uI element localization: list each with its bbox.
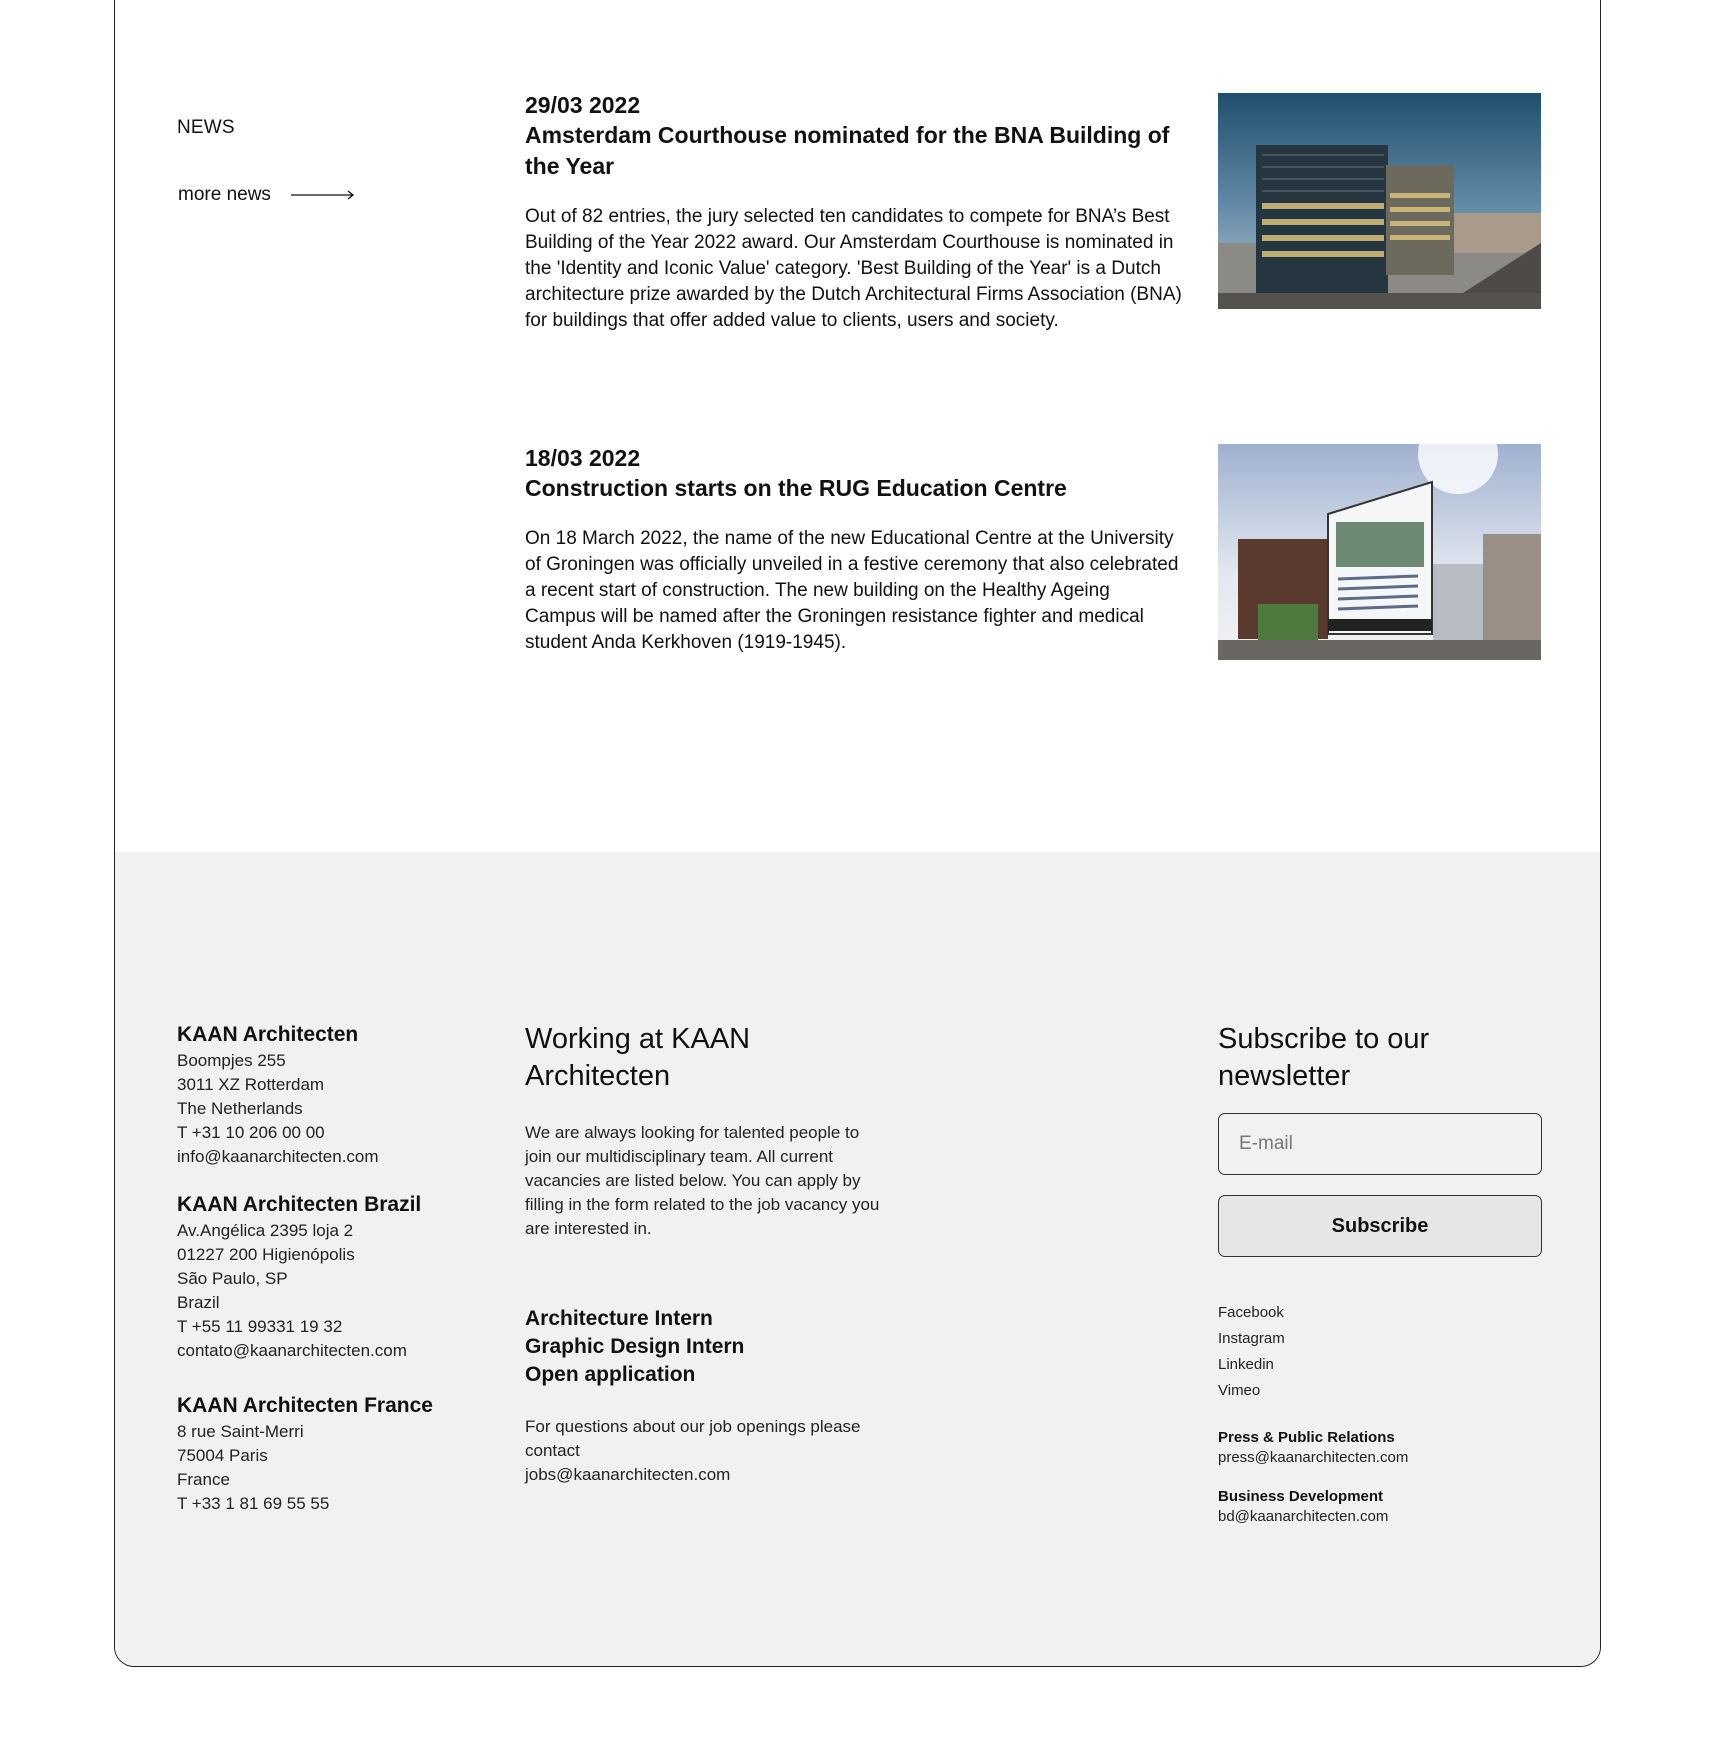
- office-email-link[interactable]: contato@kaanarchitecten.com: [177, 1341, 407, 1360]
- office-phone[interactable]: T +33 1 81 69 55 55: [177, 1494, 330, 1513]
- job-questions-text: For questions about our job openings please contact: [525, 1417, 861, 1460]
- newsletter-section: [1218, 1021, 1542, 1095]
- office-address-line: São Paulo, SP: [177, 1269, 288, 1288]
- social-links: [1218, 1300, 1285, 1404]
- office-name: KAAN Architecten France: [177, 1394, 433, 1417]
- contact-press: [1218, 1428, 1408, 1468]
- news-article[interactable]: [525, 90, 1185, 334]
- job-link-architecture-intern[interactable]: Architecture Intern: [525, 1307, 713, 1330]
- office-name: KAAN Architecten Brazil: [177, 1193, 422, 1216]
- subscribe-button[interactable]: Subscribe: [1218, 1195, 1542, 1257]
- office-brazil: [177, 1191, 421, 1363]
- section-title-news: NEWS: [177, 117, 235, 138]
- office-address-line: The Netherlands: [177, 1099, 303, 1118]
- office-email-link[interactable]: info@kaanarchitecten.com: [177, 1147, 379, 1166]
- newsletter-email-input[interactable]: [1218, 1113, 1542, 1175]
- office-address-line: Boompjes 255: [177, 1051, 286, 1070]
- careers-text: We are always looking for talented people to join our multidisciplinary team. All current vacancies are listed below. You can apply by filling in the form related to the job vacancy you are interested in.: [525, 1123, 880, 1238]
- construction-photo: [1218, 444, 1541, 660]
- office-phone[interactable]: T +55 11 99331 19 32: [177, 1317, 343, 1336]
- social-link-linkedin[interactable]: Linkedin: [1218, 1356, 1274, 1373]
- newsletter-title: Subscribe to our newsletter: [1218, 1023, 1430, 1092]
- news-article[interactable]: [525, 443, 1185, 656]
- contact-label: Press & Public Relations: [1218, 1429, 1395, 1446]
- article-date: 18/03 2022: [525, 445, 641, 471]
- office-address-line: Av.Angélica 2395 loja 2: [177, 1221, 354, 1240]
- office-address-line: 75004 Paris: [177, 1446, 268, 1465]
- page-frame: [114, 0, 1601, 1667]
- office-name: KAAN Architecten: [177, 1023, 359, 1046]
- office-rotterdam: [177, 1021, 379, 1169]
- office-address-line: France: [177, 1470, 230, 1489]
- office-france: [177, 1392, 433, 1516]
- social-link-facebook[interactable]: Facebook: [1218, 1304, 1284, 1321]
- article-body: Out of 82 entries, the jury selected ten candidates to compete for BNA’s Best Building of the Year 2022 award. Our Amsterdam Courthouse is nominated in the 'Identity and Iconic Value' category. 'Best Building of the Year' is a Dutch architecture prize awarded by the Dutch Architectural Firms Association (BNA) for buildings that offer added value to clients, users and society.: [525, 206, 1182, 331]
- careers-section: [525, 1021, 885, 1241]
- social-link-instagram[interactable]: Instagram: [1218, 1330, 1285, 1347]
- careers-title: Working at KAAN Architecten: [525, 1023, 751, 1092]
- article-title[interactable]: Construction starts on the RUG Education Centre: [525, 475, 1067, 501]
- job-list: [525, 1305, 744, 1389]
- jobs-email-link[interactable]: jobs@kaanarchitecten.com: [525, 1465, 731, 1484]
- contact-label: Business Development: [1218, 1488, 1384, 1505]
- job-questions: [525, 1415, 885, 1487]
- article-image-construction[interactable]: [1218, 444, 1541, 660]
- job-link-open-application[interactable]: Open application: [525, 1363, 696, 1386]
- courthouse-photo: [1218, 93, 1541, 309]
- contact-business: [1218, 1487, 1388, 1527]
- office-phone[interactable]: T +31 10 206 00 00: [177, 1123, 325, 1142]
- social-link-vimeo[interactable]: Vimeo: [1218, 1382, 1261, 1399]
- office-address-line: Brazil: [177, 1293, 220, 1312]
- job-link-graphic-design-intern[interactable]: Graphic Design Intern: [525, 1335, 745, 1358]
- contact-email-link[interactable]: bd@kaanarchitecten.com: [1218, 1508, 1389, 1525]
- article-title[interactable]: Amsterdam Courthouse nominated for the BNA Building of the Year: [525, 122, 1170, 179]
- article-date: 29/03 2022: [525, 92, 641, 118]
- contact-email-link[interactable]: press@kaanarchitecten.com: [1218, 1449, 1409, 1466]
- article-image-courthouse[interactable]: [1218, 93, 1541, 309]
- office-address-line: 01227 200 Higienópolis: [177, 1245, 355, 1264]
- article-body: On 18 March 2022, the name of the new Educational Centre at the University of Groningen was officially unveiled in a festive ceremony that also celebrated a recent start of construction. The new building on the Healthy Ageing Campus will be named after the Groningen resistance fighter and medical student Anda Kerkhoven (1919-1945).: [525, 528, 1179, 653]
- arrow-right-icon: [291, 189, 355, 201]
- office-address-line: 3011 XZ Rotterdam: [177, 1075, 325, 1094]
- more-news-link[interactable]: [178, 184, 355, 206]
- office-address-line: 8 rue Saint-Merri: [177, 1422, 304, 1441]
- more-news-label: more news: [178, 184, 271, 205]
